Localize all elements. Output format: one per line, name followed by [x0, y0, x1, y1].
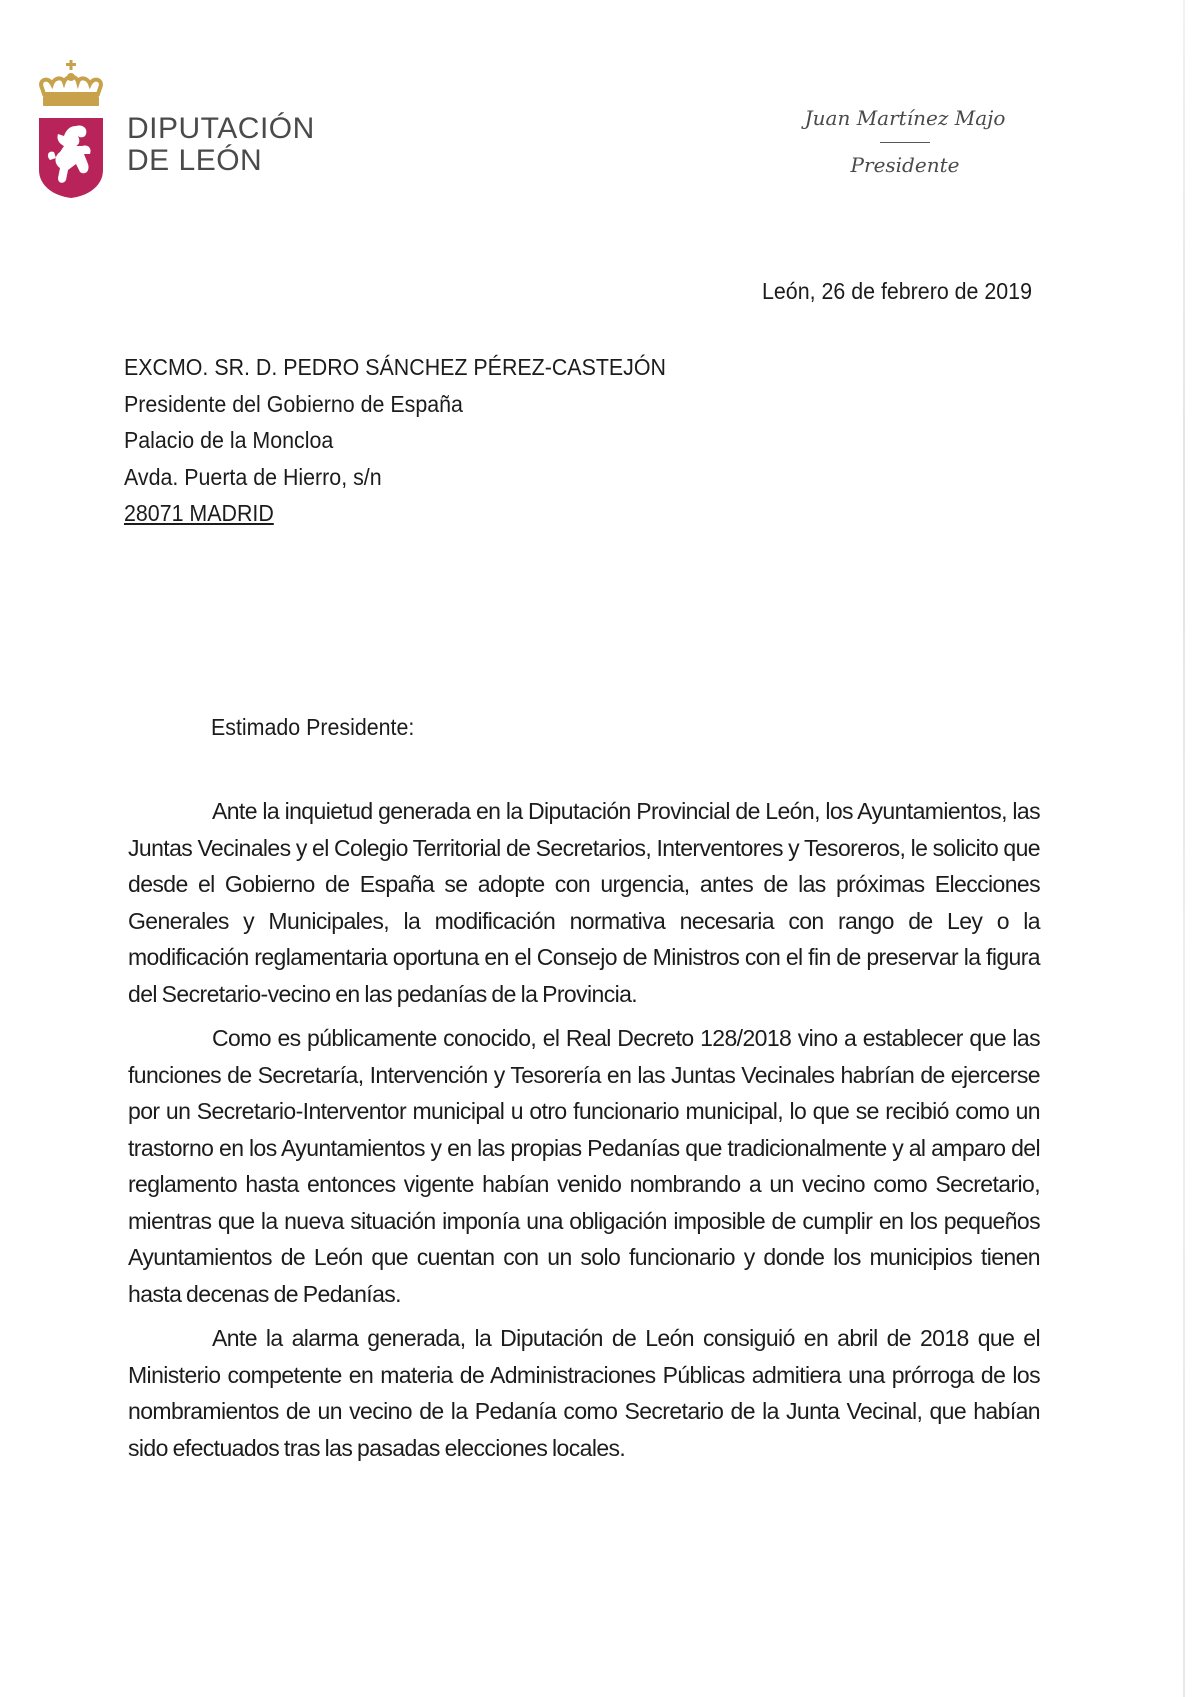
body-paragraph-3: Ante la alarma generada, la Diputación de León consiguió en abril de 2018 que el Ministerio competente en materia de Administraciones Públicas admitiera una prórroga de los nombramientos de un vecino de la Pedanía como Secretario de la Junta Vecinal, que habían sido efectuados tras las pasadas elecciones locales.	[128, 1325, 1040, 1461]
body-paragraph-1: Ante la inquietud generada en la Diputación Provincial de León, los Ayuntamientos, las Juntas Vecinales y el Colegio Territorial de Secretarios, Interventores y Tesoreros, le solicito que desde el Gobierno de España se adopte con urgencia, antes de las próximas Elecciones Generales y Municipales, la modificación normativa necesaria con rango de Ley o la modificación reglamentaria oportuna en el Consejo de Ministros con el fin de preservar la figura del Secretario-vecino en las pedanías de la Provincia.	[128, 798, 1040, 1007]
recipient-line-3: Palacio de la Moncloa	[124, 427, 334, 453]
institution-name-line2: DE LEÓN	[127, 144, 263, 177]
letter-date: León, 26 de febrero de 2019	[762, 278, 1032, 304]
recipient-line-5: 28071 MADRID	[124, 500, 274, 526]
institution-name-line1: DIPUTACIÓN	[127, 112, 315, 145]
body-paragraph-2: Como es públicamente conocido, el Real Decreto 128/2018 vino a establecer que las funciones de Secretaría, Intervención y Tesorería en las Juntas Vecinales habrían de ejercerse por un Secretario-Interventor municipal u otro funcionario municipal, lo que se recibió como un trastorno en los Ayuntamientos y en las propias Pedanías que tradicionalmente y al amparo del reglamento hasta entonces vigente habían venido nombrando a un vecino como Secretario, mientras que la nueva situación imponía una obligación imposible de cumplir en los pequeños Ayuntamientos de León que cuentan con un solo funcionario y donde los municipios tienen hasta decenas de Pedanías.	[128, 1025, 1040, 1307]
salutation: Estimado Presidente:	[211, 714, 415, 740]
institution-name	[127, 113, 315, 177]
scan-edge	[1183, 0, 1185, 1697]
recipient-line-1: EXCMO. SR. D. PEDRO SÁNCHEZ PÉREZ-CASTEJÓN	[124, 354, 666, 380]
sender-name: Juan Martínez Majo	[804, 106, 1006, 130]
recipient-line-2: Presidente del Gobierno de España	[124, 390, 463, 417]
recipient-line-4: Avda. Puerta de Hierro, s/n	[124, 463, 382, 490]
sender-divider	[880, 142, 930, 143]
institution-logo	[36, 60, 336, 210]
sender-block	[780, 106, 1030, 177]
crown-shield-emblem	[36, 60, 116, 210]
sender-title: Presidente	[850, 153, 960, 177]
letter-body	[128, 793, 1040, 1474]
crown-icon	[41, 60, 101, 106]
recipient-address	[124, 349, 707, 532]
